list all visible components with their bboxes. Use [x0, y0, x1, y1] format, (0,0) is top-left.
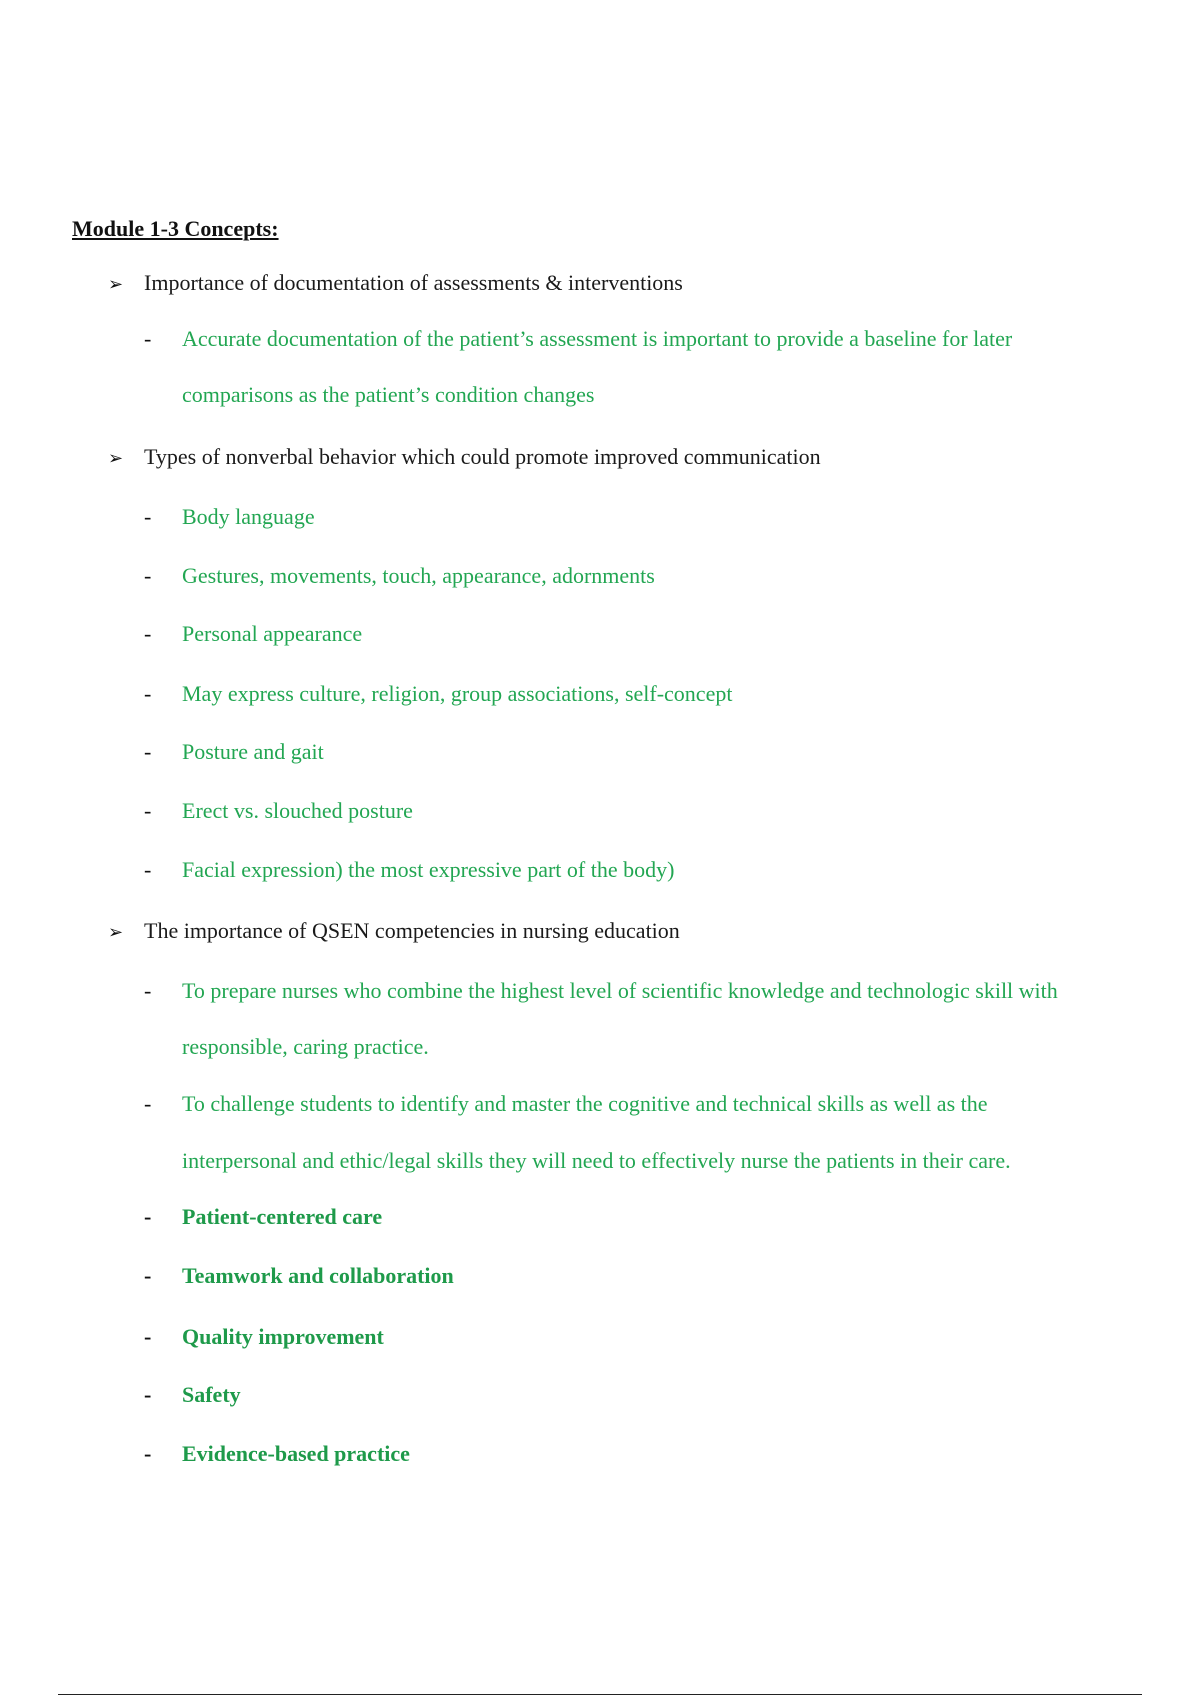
dash-bullet: -: [144, 978, 152, 1003]
dash-bullet: -: [144, 563, 152, 588]
list-item-text: Accurate documentation of the patient’s assessment is important to provide a baseline for later: [182, 326, 1013, 351]
list-item: [144, 978, 1058, 1004]
page-heading: Module 1-3 Concepts:: [72, 216, 279, 241]
topic-nonverbal: [108, 444, 821, 470]
dash-bullet: -: [144, 857, 152, 882]
dash-bullet: -: [144, 1441, 152, 1466]
list-item: [144, 739, 324, 765]
list-item-text: Erect vs. slouched posture: [182, 798, 413, 823]
list-item-text: To prepare nurses who combine the highest level of scientific knowledge and technologic skill with: [182, 978, 1058, 1003]
list-item-competency: [144, 1441, 410, 1467]
dash-bullet: -: [144, 1382, 152, 1407]
list-item-continuation: interpersonal and ethic/legal skills they will need to effectively nurse the patients in their care.: [182, 1148, 1011, 1173]
arrow-bullet-icon: ➢: [108, 274, 124, 295]
page-bottom-divider: [58, 1694, 1142, 1695]
list-item: [144, 504, 315, 530]
dash-bullet: -: [144, 326, 152, 351]
list-item-text: Gestures, movements, touch, appearance, adornments: [182, 563, 655, 588]
list-item: [144, 563, 655, 589]
list-item-competency: [144, 1324, 384, 1350]
list-item-text: May express culture, religion, group associations, self-concept: [182, 681, 733, 706]
dash-bullet: -: [144, 504, 152, 529]
list-item-text: Posture and gait: [182, 739, 324, 764]
list-item-text: Facial expression) the most expressive part of the body): [182, 857, 675, 882]
list-item: [144, 857, 674, 883]
list-item: [144, 681, 732, 707]
list-item: [144, 798, 413, 824]
arrow-bullet-icon: ➢: [108, 922, 124, 943]
arrow-bullet-icon: ➢: [108, 448, 124, 469]
list-item-text: Evidence-based practice: [182, 1441, 410, 1466]
dash-bullet: -: [144, 1263, 152, 1288]
dash-bullet: -: [144, 739, 152, 764]
topic-qsen: [108, 918, 680, 944]
list-item-continuation: comparisons as the patient’s condition changes: [182, 382, 595, 407]
list-item: [144, 326, 1012, 352]
list-item-text: Body language: [182, 504, 315, 529]
topic-title: Types of nonverbal behavior which could promote improved communication: [144, 444, 821, 469]
list-item-competency: [144, 1204, 382, 1230]
dash-bullet: -: [144, 798, 152, 823]
list-item-text: Safety: [182, 1382, 241, 1407]
dash-bullet: -: [144, 1324, 152, 1349]
dash-bullet: -: [144, 1204, 152, 1229]
list-item: [144, 621, 362, 647]
topic-title: Importance of documentation of assessments & interventions: [144, 270, 683, 295]
topic-documentation: [108, 270, 683, 296]
list-item-continuation: responsible, caring practice.: [182, 1034, 429, 1059]
list-item-competency: [144, 1263, 454, 1289]
list-item: [144, 1091, 988, 1117]
dash-bullet: -: [144, 621, 152, 646]
list-item-text: Teamwork and collaboration: [182, 1263, 454, 1288]
list-item-text: Personal appearance: [182, 621, 363, 646]
list-item-text: To challenge students to identify and master the cognitive and technical skills as well as the: [182, 1091, 988, 1116]
list-item-text: Quality improvement: [182, 1324, 384, 1349]
list-item-text: Patient-centered care: [182, 1204, 383, 1229]
list-item-competency: [144, 1382, 241, 1408]
dash-bullet: -: [144, 1091, 152, 1116]
topic-title: The importance of QSEN competencies in nursing education: [144, 918, 680, 943]
dash-bullet: -: [144, 681, 152, 706]
